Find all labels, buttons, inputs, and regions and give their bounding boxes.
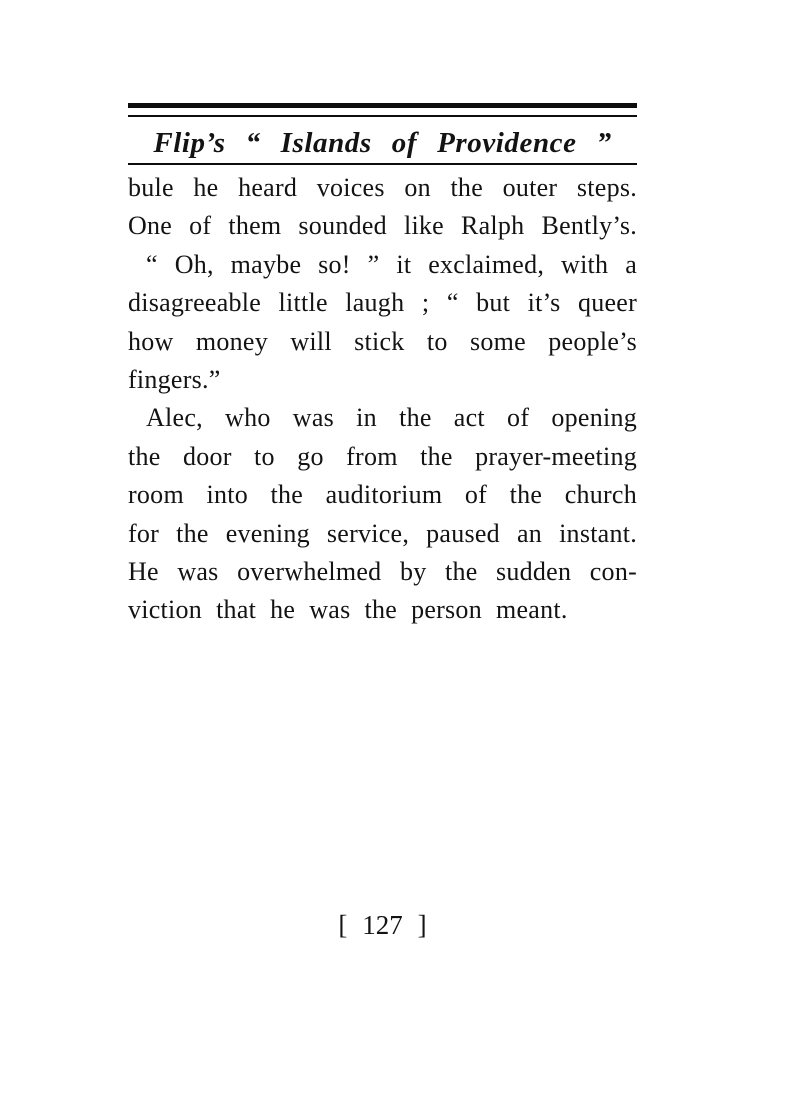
text-line: fingers.” [128,364,221,394]
text-line: “ Oh, maybe so! ” it exclaimed, with a [146,249,637,279]
text-line: for the evening service, paused an instant. [128,518,637,548]
text-line: One of them sounded like Ralph Bently’s. [128,211,637,241]
text-line: He was overwhelmed by the sudden con- [128,556,637,586]
page-number: [ 127 ] [338,910,427,940]
header-rule-thin-upper [128,115,637,117]
text-line: how money will stick to some people’s [128,326,637,356]
running-head-title: Flip’s “ Islands of Providence ” [153,127,612,159]
header-rule-thick [128,103,637,108]
text-line: the door to go from the prayer-meeting [128,441,637,471]
page-text [128,169,637,630]
text-line: bule he heard voices on the outer steps. [128,173,637,202]
text-line: viction that he was the person meant. [128,595,568,625]
header-rule-thin-lower [128,163,637,165]
text-line: Alec, who was in the act of opening [146,403,637,433]
text-line: room into the auditorium of the church [128,480,637,510]
text-line: disagreeable little laugh ; “ but it’s queer [128,288,637,318]
